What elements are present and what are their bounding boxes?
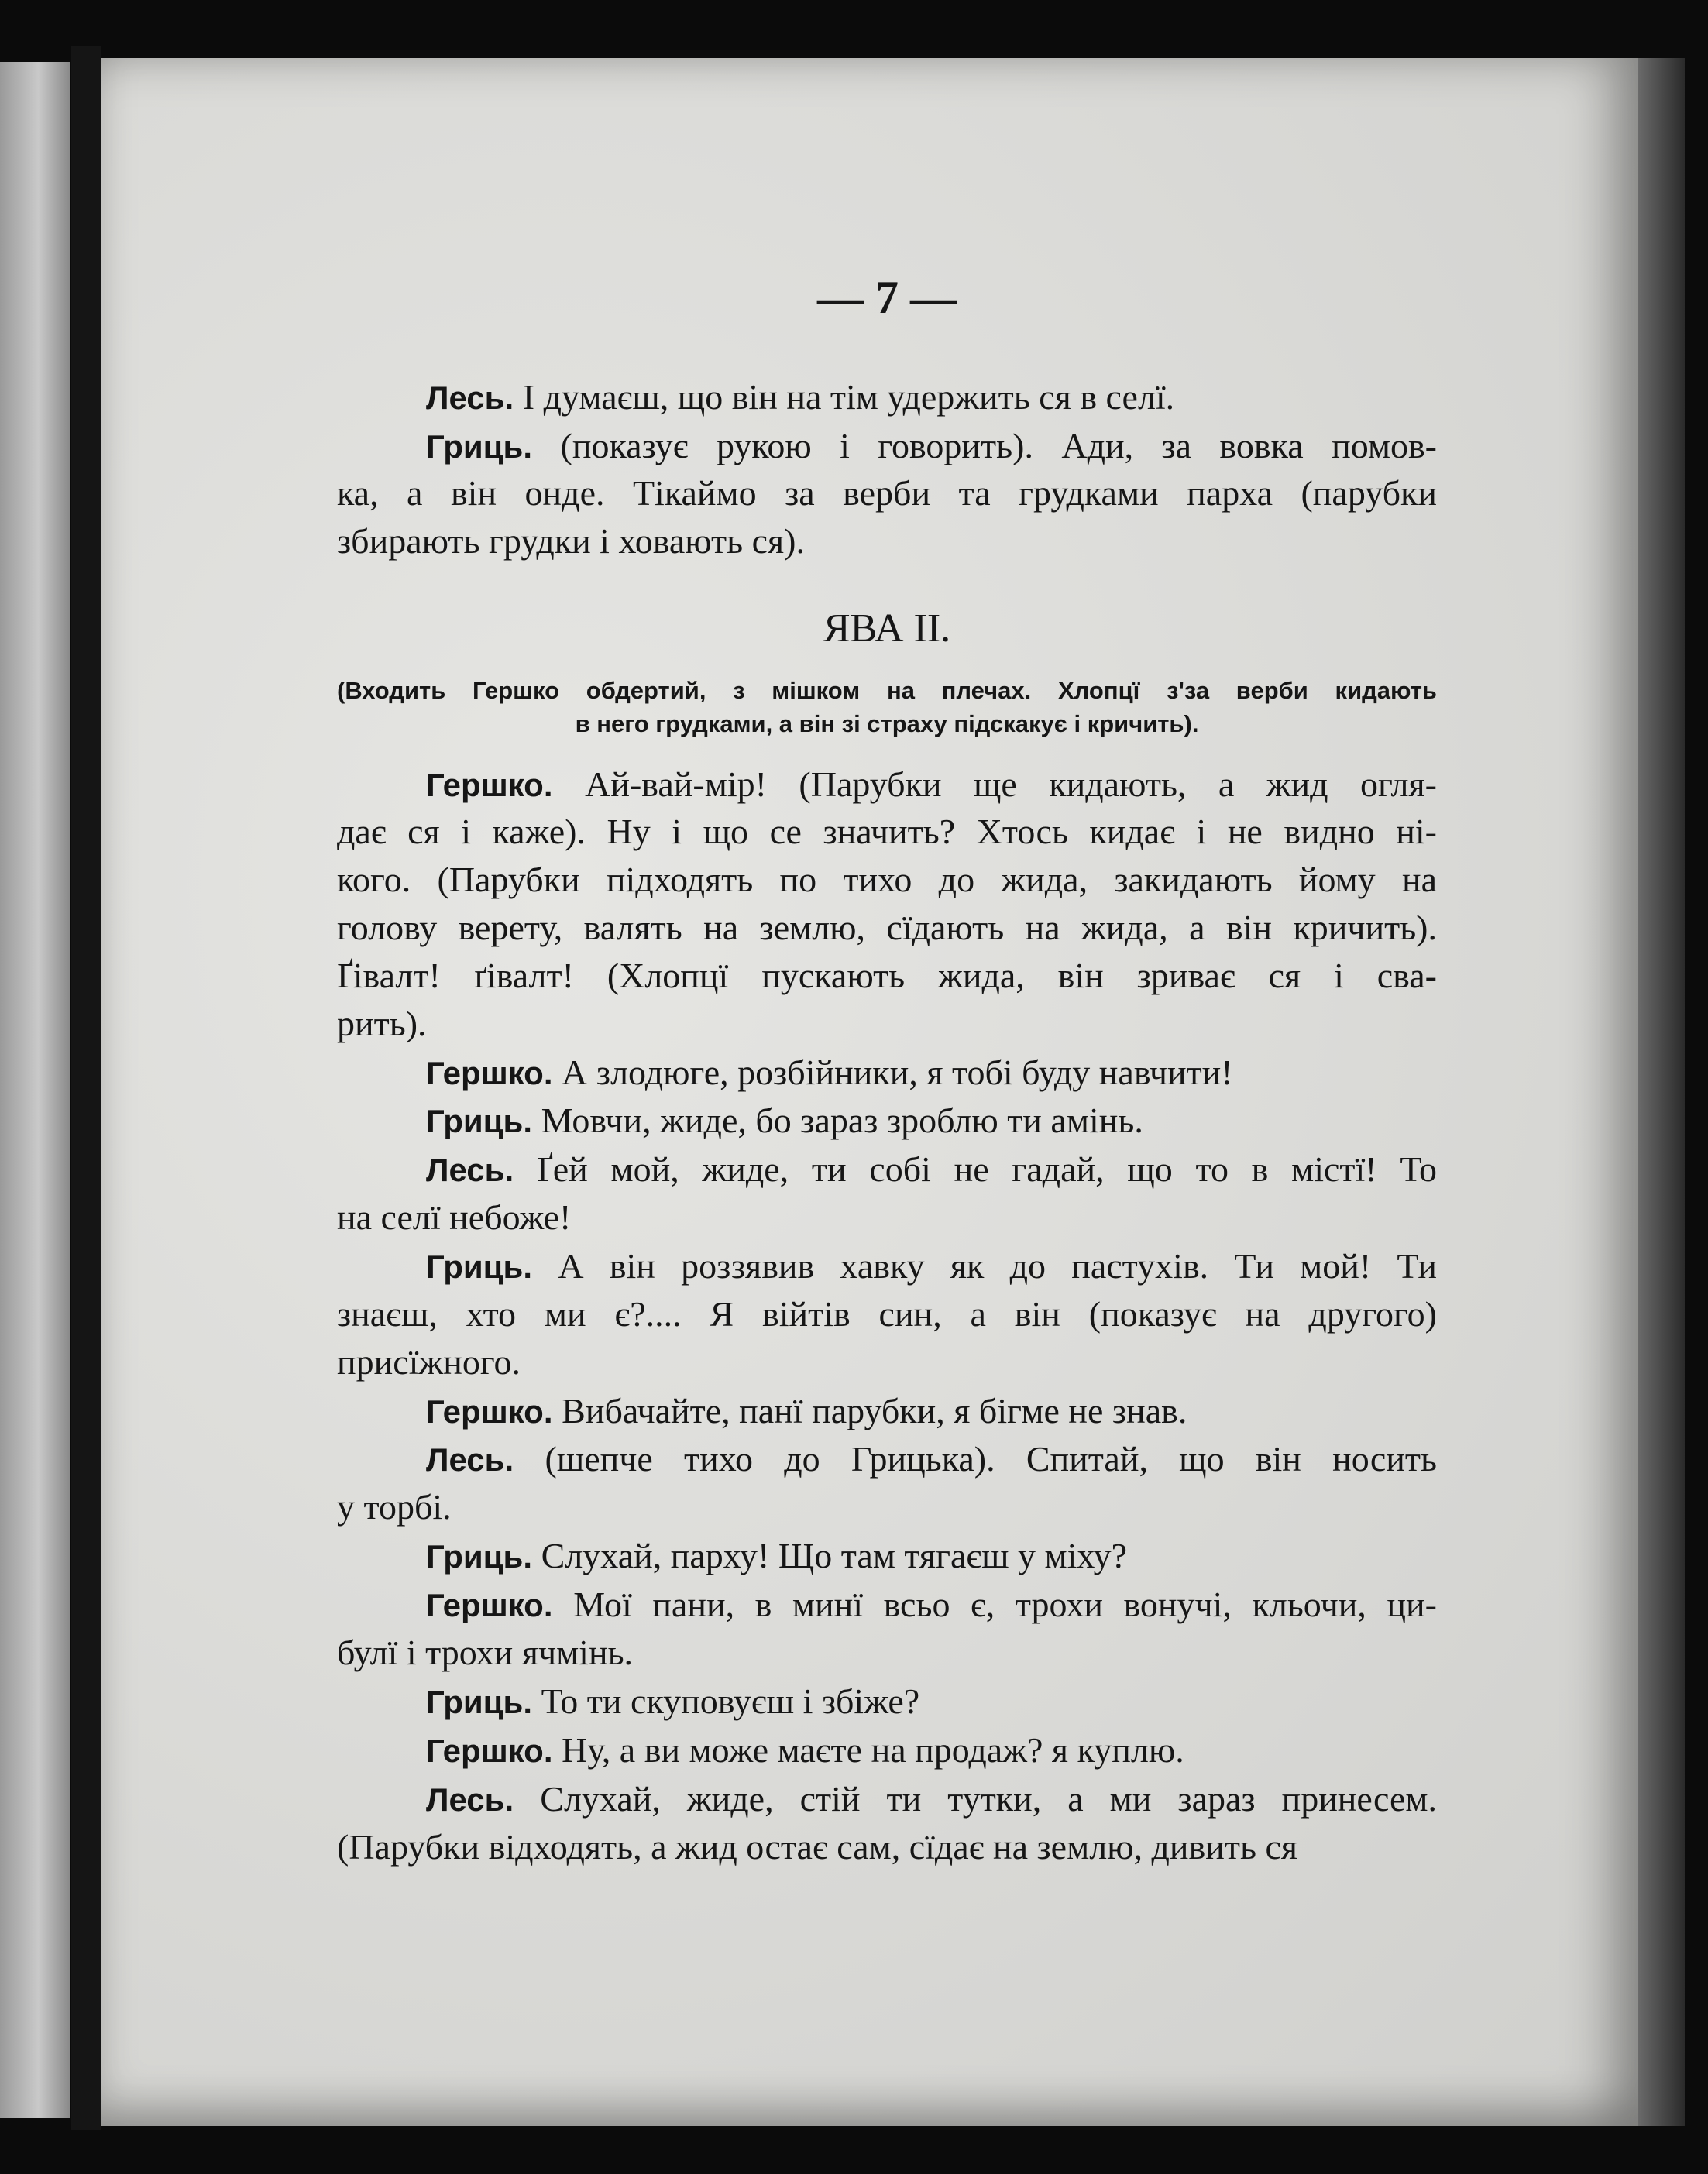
line-text: булї і трохи ячмінь. <box>337 1633 634 1672</box>
line-text: (показує рукою і говорить). Ади, за вовка помов- <box>560 426 1437 465</box>
page-number: — 7 — <box>817 272 957 323</box>
line-text: А він роззявив хавку як до пастухів. Ти мой! Ти <box>558 1246 1437 1286</box>
text-line: збирають грудки і ховають ся). <box>337 521 805 561</box>
dialogue-line <box>337 1441 1437 1477</box>
text-line <box>337 377 1437 417</box>
line-text: Мої пани, в минї всьо є, трохи вонучі, кльочи, ци- <box>573 1585 1437 1624</box>
line-text: голову верету, валять на землю, сїдають на жида, а він кричить). <box>337 908 1437 947</box>
page-right-edge <box>1638 58 1685 2126</box>
line-text: Слухай, жиде, стій ти тутки, а ми зараз принесем. <box>540 1779 1437 1819</box>
dialogue-line <box>337 1781 1437 1817</box>
book-binding <box>71 46 101 2130</box>
speaker-name: Гриць. <box>426 1684 541 1720</box>
speaker-name: Гершко. <box>426 767 586 803</box>
continuation-line <box>337 1489 1437 1525</box>
dialogue-line <box>337 764 1437 804</box>
speaker-name: Лесь. <box>426 1152 538 1188</box>
speaker-name: Гершко. <box>426 1587 574 1623</box>
continuation-line <box>337 1197 1437 1237</box>
line-text: дає ся і каже). Ну і що се значить? Хтось кидає і не видно ні- <box>337 812 1437 851</box>
speaker-name: Гершко. <box>426 1733 562 1769</box>
dialogue-line <box>337 1730 1437 1770</box>
speaker-name: Гриць. <box>426 1538 541 1575</box>
line-text: у торбі. <box>337 1487 452 1527</box>
speaker-name: Гриць. <box>426 1248 558 1285</box>
line-text: рить). <box>337 1004 427 1043</box>
line-text: присїжного. <box>337 1342 521 1382</box>
continuation-line <box>337 1829 1437 1865</box>
continuation-line <box>337 862 1437 898</box>
line-text: кого. (Парубки підходять по тихо до жида, закидають йому на <box>337 860 1437 899</box>
continuation-line <box>337 1006 1437 1042</box>
continuation-line <box>337 814 1437 850</box>
continuation-line <box>337 910 1437 946</box>
line-text: І думаєш, що він на тім удержить ся в селї. <box>522 377 1175 417</box>
dialogue-line <box>337 1103 1437 1139</box>
speaker-name: Гершко. <box>426 1055 562 1091</box>
dialogue-line <box>337 1393 1437 1429</box>
scene-title: ЯВА II. <box>823 606 951 651</box>
speaker-name: Гриць. <box>426 428 561 465</box>
continuation-line <box>337 958 1437 994</box>
line-text: на селї небоже! <box>337 1197 572 1237</box>
speaker-name: Лесь. <box>426 380 523 416</box>
continuation-line <box>337 1294 1437 1334</box>
adjacent-page-edge <box>0 62 70 2118</box>
speaker-name: Лесь. <box>426 1441 545 1478</box>
line-text: (Парубки відходять, а жид остає сам, сїдає на землю, дивить ся <box>337 1827 1298 1867</box>
dialogue-line <box>337 1538 1437 1574</box>
line-text: Мовчи, жиде, бо зараз зроблю ти амінь. <box>541 1101 1143 1140</box>
continuation-line <box>337 1635 1437 1671</box>
line-text: (шепче тихо до Грицька). Спитай, що він носить <box>545 1439 1437 1479</box>
line-text: Вибачайте, панї парубки, я бігме не знав. <box>562 1391 1187 1430</box>
speaker-name: Лесь. <box>426 1781 541 1818</box>
stage-direction-line: (Входить Гершко обдертий, з мішком на плечах. Хлопцї з'за верби кидають <box>337 677 1437 704</box>
line-text: Ґівалт! ґівалт! (Хлопцї пускають жида, він зриває ся і сва- <box>337 956 1437 995</box>
line-text: знаєш, хто ми є?.... Я війтів син, а він (показує на другого) <box>337 1294 1437 1334</box>
line-text: То ти скуповуєш і збіже? <box>541 1681 920 1721</box>
dialogue-line <box>337 1149 1437 1189</box>
stage-direction-line: в него грудками, а він зі страху підскакує і кричить). <box>575 710 1199 737</box>
line-text: Слухай, парху! Що там тягаєш у міху? <box>541 1536 1128 1575</box>
dialogue-line <box>337 1681 1437 1721</box>
dialogue-line <box>337 1055 1437 1090</box>
text-line: ка, а він онде. Тікаймо за верби та грудками парха (парубки <box>337 473 1437 513</box>
dialogue-line <box>337 1587 1437 1623</box>
text-line <box>337 428 1437 464</box>
line-text: Ґей мой, жиде, ти собі не гадай, що то в містї! То <box>537 1149 1437 1189</box>
continuation-line <box>337 1342 1437 1382</box>
line-text: Ай-вай-мір! (Парубки ще кидають, а жид огля- <box>585 764 1437 804</box>
speaker-name: Гриць. <box>426 1103 541 1139</box>
speaker-name: Гершко. <box>426 1393 562 1430</box>
line-text: А злодюге, розбійники, я тобі буду навчити! <box>562 1053 1233 1092</box>
line-text: Ну, а ви може маєте на продаж? я куплю. <box>562 1730 1184 1770</box>
dialogue-line <box>337 1248 1437 1284</box>
